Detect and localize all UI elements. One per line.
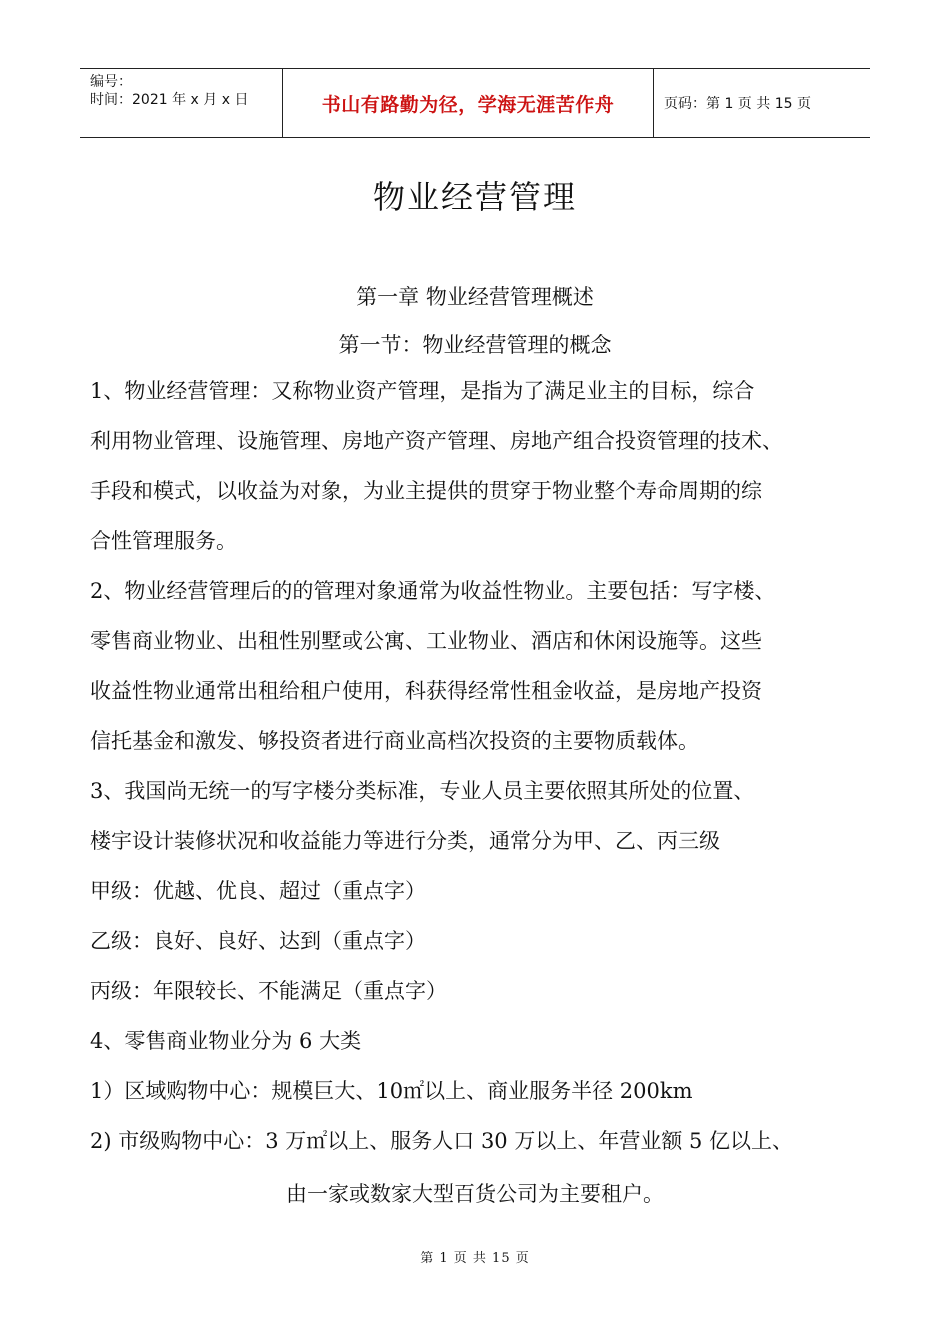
section-heading: 第一节：物业经营管理的概念: [338, 333, 612, 357]
body-line: 利用物业管理、设施管理、房地产资产管理、房地产组合投资管理的技术、: [90, 429, 783, 453]
chapter-heading: 第一章 物业经营管理概述: [356, 285, 594, 309]
body-line: 4、零售商业物业分为 6 大类: [90, 1029, 362, 1053]
body-line: 零售商业物业、出租性别墅或公寓、工业物业、酒店和休闲设施等。这些: [90, 629, 762, 653]
number-label: 编号：: [90, 74, 132, 90]
body-line: 3、我国尚无统一的写字楼分类标准，专业人员主要依照其所处的位置、: [90, 779, 755, 803]
date-label: 时间：2021 年 x 月 x 日: [90, 92, 249, 108]
body-line: 信托基金和激发、够投资者进行商业高档次投资的主要物质载体。: [90, 729, 699, 753]
body-line: 乙级：良好、良好、达到（重点字）: [90, 929, 426, 953]
page-footer: 第 1 页 共 15 页: [420, 1251, 530, 1266]
header-motto: 书山有路勤为径，学海无涯苦作舟: [282, 69, 654, 137]
body-line: 合性管理服务。: [90, 529, 237, 553]
header-page-info: 页码：第 1 页 共 15 页: [664, 96, 811, 112]
body-line: 甲级：优越、优良、超过（重点字）: [90, 879, 426, 903]
body-line: 手段和模式，以收益为对象，为业主提供的贯穿于物业整个寿命周期的综: [90, 479, 762, 503]
body-last-line: 由一家或数家大型百货公司为主要租户。: [286, 1182, 664, 1206]
body-line: 收益性物业通常出租给租户使用，科获得经常性租金收益，是房地产投资: [90, 679, 762, 703]
body-line: 2、物业经营管理后的的管理对象通常为收益性物业。主要包括：写字楼、: [90, 579, 776, 603]
body-text: [90, 366, 880, 1166]
header-meta: [80, 69, 282, 137]
body-line: 2) 市级购物中心：3 万㎡以上、服务人口 30 万以上、年营业额 5 亿以上、: [90, 1129, 794, 1153]
body-line: 楼宇设计装修状况和收益能力等进行分类，通常分为甲、乙、丙三级: [90, 829, 720, 853]
body-line: 1）区域购物中心：规模巨大、10㎡以上、商业服务半径 200km: [90, 1079, 693, 1103]
body-line: 丙级：年限较长、不能满足（重点字）: [90, 979, 447, 1003]
body-line: 1、物业经营管理：又称物业资产管理，是指为了满足业主的目标，综合: [90, 379, 755, 403]
document-title: 物业经营管理: [372, 178, 577, 216]
document-header: [80, 68, 870, 138]
